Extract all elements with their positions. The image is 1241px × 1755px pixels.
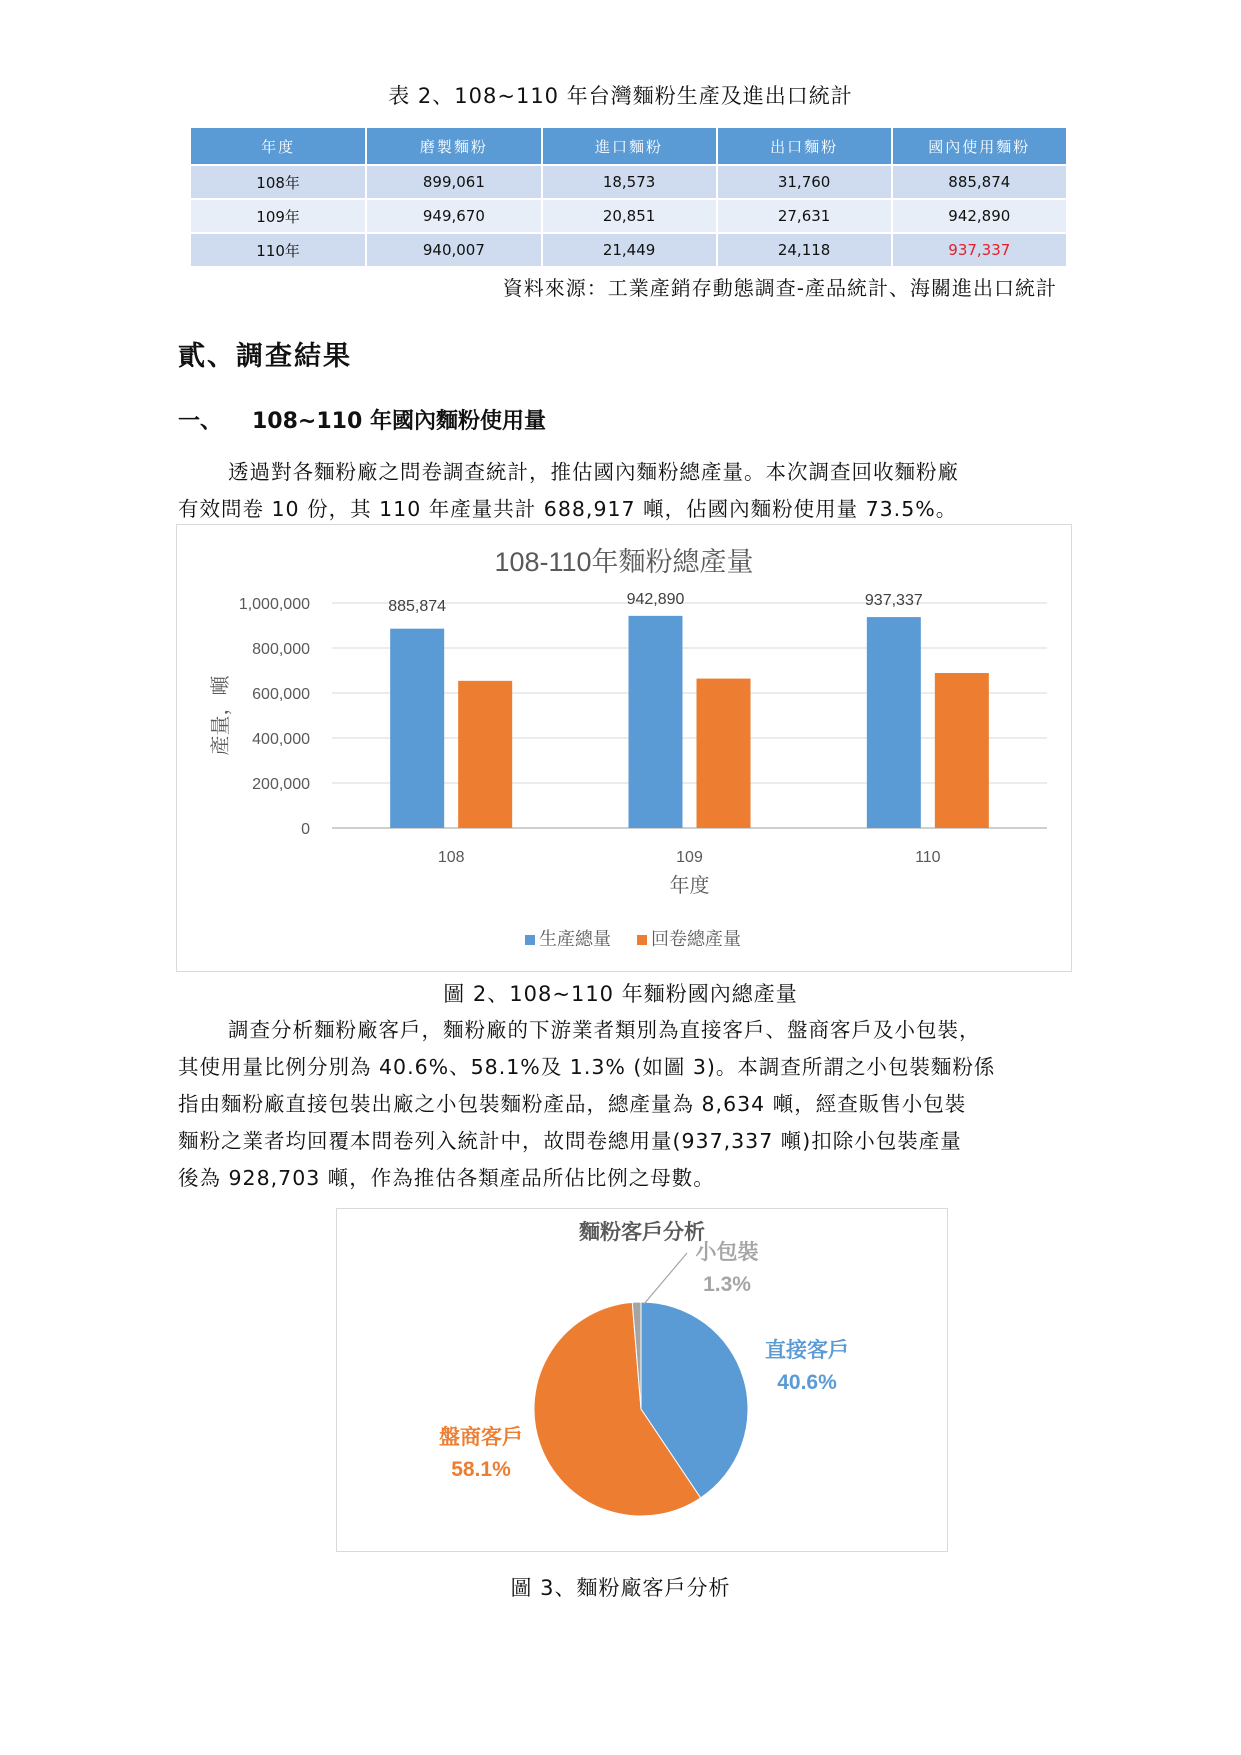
x-tick-label: 109 [676, 849, 703, 866]
data-label: 885,874 [388, 598, 447, 615]
paragraph-line: 後為 928,703 噸，作為推估各類產品所佔比例之母數。 [178, 1166, 715, 1190]
pie-label-value: 58.1% [451, 1458, 511, 1481]
table-cell: 31,760 [717, 165, 892, 199]
legend-label: 回卷總產量 [651, 929, 741, 949]
subsection-number: 一、 [178, 409, 223, 434]
table-row [191, 165, 1067, 199]
table-header-row [191, 128, 1067, 165]
bar-survey-110 [935, 673, 989, 828]
pie-label-value: 1.3% [703, 1273, 751, 1296]
table-cell: 27,631 [717, 199, 892, 233]
table-cell: 885,874 [892, 165, 1067, 199]
x-tick-label: 108 [437, 849, 465, 866]
pie-title: 麵粉客戶分析 [579, 1221, 705, 1244]
chart-title: 108-110年麵粉總產量 [494, 547, 754, 577]
table-cell: 940,007 [366, 233, 541, 266]
bar-survey-109 [697, 679, 751, 828]
bar-survey-108 [458, 681, 512, 828]
table-cell: 21,449 [542, 233, 717, 266]
x-tick-label: 110 [915, 849, 941, 866]
data-label: 942,890 [626, 590, 685, 608]
x-axis-label: 年度 [669, 875, 710, 897]
table-cell: 18,573 [542, 165, 717, 199]
paragraph-line: 麵粉之業者均回覆本問卷列入統計中，故問卷總用量(937,337 噸)扣除小包裝產量 [178, 1129, 962, 1153]
y-tick-label: 600,000 [252, 686, 310, 703]
bar-chart-container [176, 524, 1072, 972]
pie-label-name: 盤商客戶 [439, 1426, 523, 1449]
table-cell: 110年 [191, 233, 366, 266]
paragraph-1 [178, 454, 1078, 528]
table-cell: 108年 [191, 165, 366, 199]
section-title: 貳、調查結果 [178, 341, 352, 372]
subsection-title: 108~110 年國內麵粉使用量 [252, 409, 546, 434]
table-cell: 109年 [191, 199, 366, 233]
table-cell: 942,890 [892, 199, 1067, 233]
legend-label: 生產總量 [539, 929, 611, 949]
table-source: 資料來源：工業產銷存動態調查-產品統計、海關進出口統計 [502, 276, 1057, 300]
figure-2-caption: 圖 2、108~110 年麵粉國內總產量 [443, 982, 798, 1006]
column-header: 年度 [191, 128, 366, 165]
y-axis-label: 產量，噸 [210, 675, 232, 756]
table-row [191, 199, 1067, 233]
paragraph-2 [178, 1012, 1078, 1197]
paragraph-line: 有效問卷 10 份，其 110 年產量共計 688,917 噸，佔國內麵粉使用量 73.5%。 [178, 497, 958, 521]
y-tick-label: 0 [301, 821, 310, 838]
paragraph-line: 調查分析麵粉廠客戶，麵粉廠的下游業者類別為直接客戶、盤商客戶及小包裝， [228, 1018, 981, 1042]
paragraph-line: 其使用量比例分別為 40.6%、58.1%及 1.3% (如圖 3)。本調查所謂之小包裝麵粉係 [178, 1055, 996, 1079]
legend-swatch [525, 935, 535, 945]
table-cell-highlight: 937,337 [892, 233, 1067, 266]
table-row [191, 233, 1067, 266]
stats-table [191, 128, 1068, 266]
bar-production-109 [629, 616, 683, 828]
table-cell: 20,851 [542, 199, 717, 233]
column-header: 進口麵粉 [542, 128, 717, 165]
column-header: 國內使用麵粉 [892, 128, 1067, 165]
bar-chart [177, 525, 1071, 971]
paragraph-line: 透過對各麵粉廠之問卷調查統計，推估國內麵粉總產量。本次調查回收麵粉廠 [228, 460, 959, 484]
table-cell: 949,670 [366, 199, 541, 233]
y-tick-label: 200,000 [252, 776, 310, 793]
column-header: 出口麵粉 [717, 128, 892, 165]
bar-production-108 [390, 629, 444, 828]
table-cell: 899,061 [366, 165, 541, 199]
table-cell: 24,118 [717, 233, 892, 266]
legend-swatch [637, 935, 647, 945]
column-header: 磨製麵粉 [366, 128, 541, 165]
y-tick-label: 800,000 [252, 641, 310, 658]
pie-chart [337, 1209, 947, 1551]
pie-label-value: 40.6% [777, 1371, 837, 1394]
table-caption: 表 2、108~110 年台灣麵粉生產及進出口統計 [388, 84, 853, 108]
paragraph-line: 指由麵粉廠直接包裝出廠之小包裝麵粉產品，總產量為 8,634 噸，經查販售小包裝 [178, 1092, 967, 1116]
pie-leader-line [644, 1253, 687, 1304]
y-tick-label: 1,000,000 [238, 596, 310, 613]
y-tick-label: 400,000 [252, 731, 310, 748]
pie-label-name: 直接客戶 [765, 1339, 849, 1362]
pie-label-name: 小包裝 [695, 1241, 759, 1264]
bar-production-110 [867, 617, 921, 828]
data-label: 937,337 [864, 592, 923, 610]
pie-chart-container [336, 1208, 948, 1552]
figure-3-caption: 圖 3、麵粉廠客戶分析 [510, 1576, 731, 1600]
